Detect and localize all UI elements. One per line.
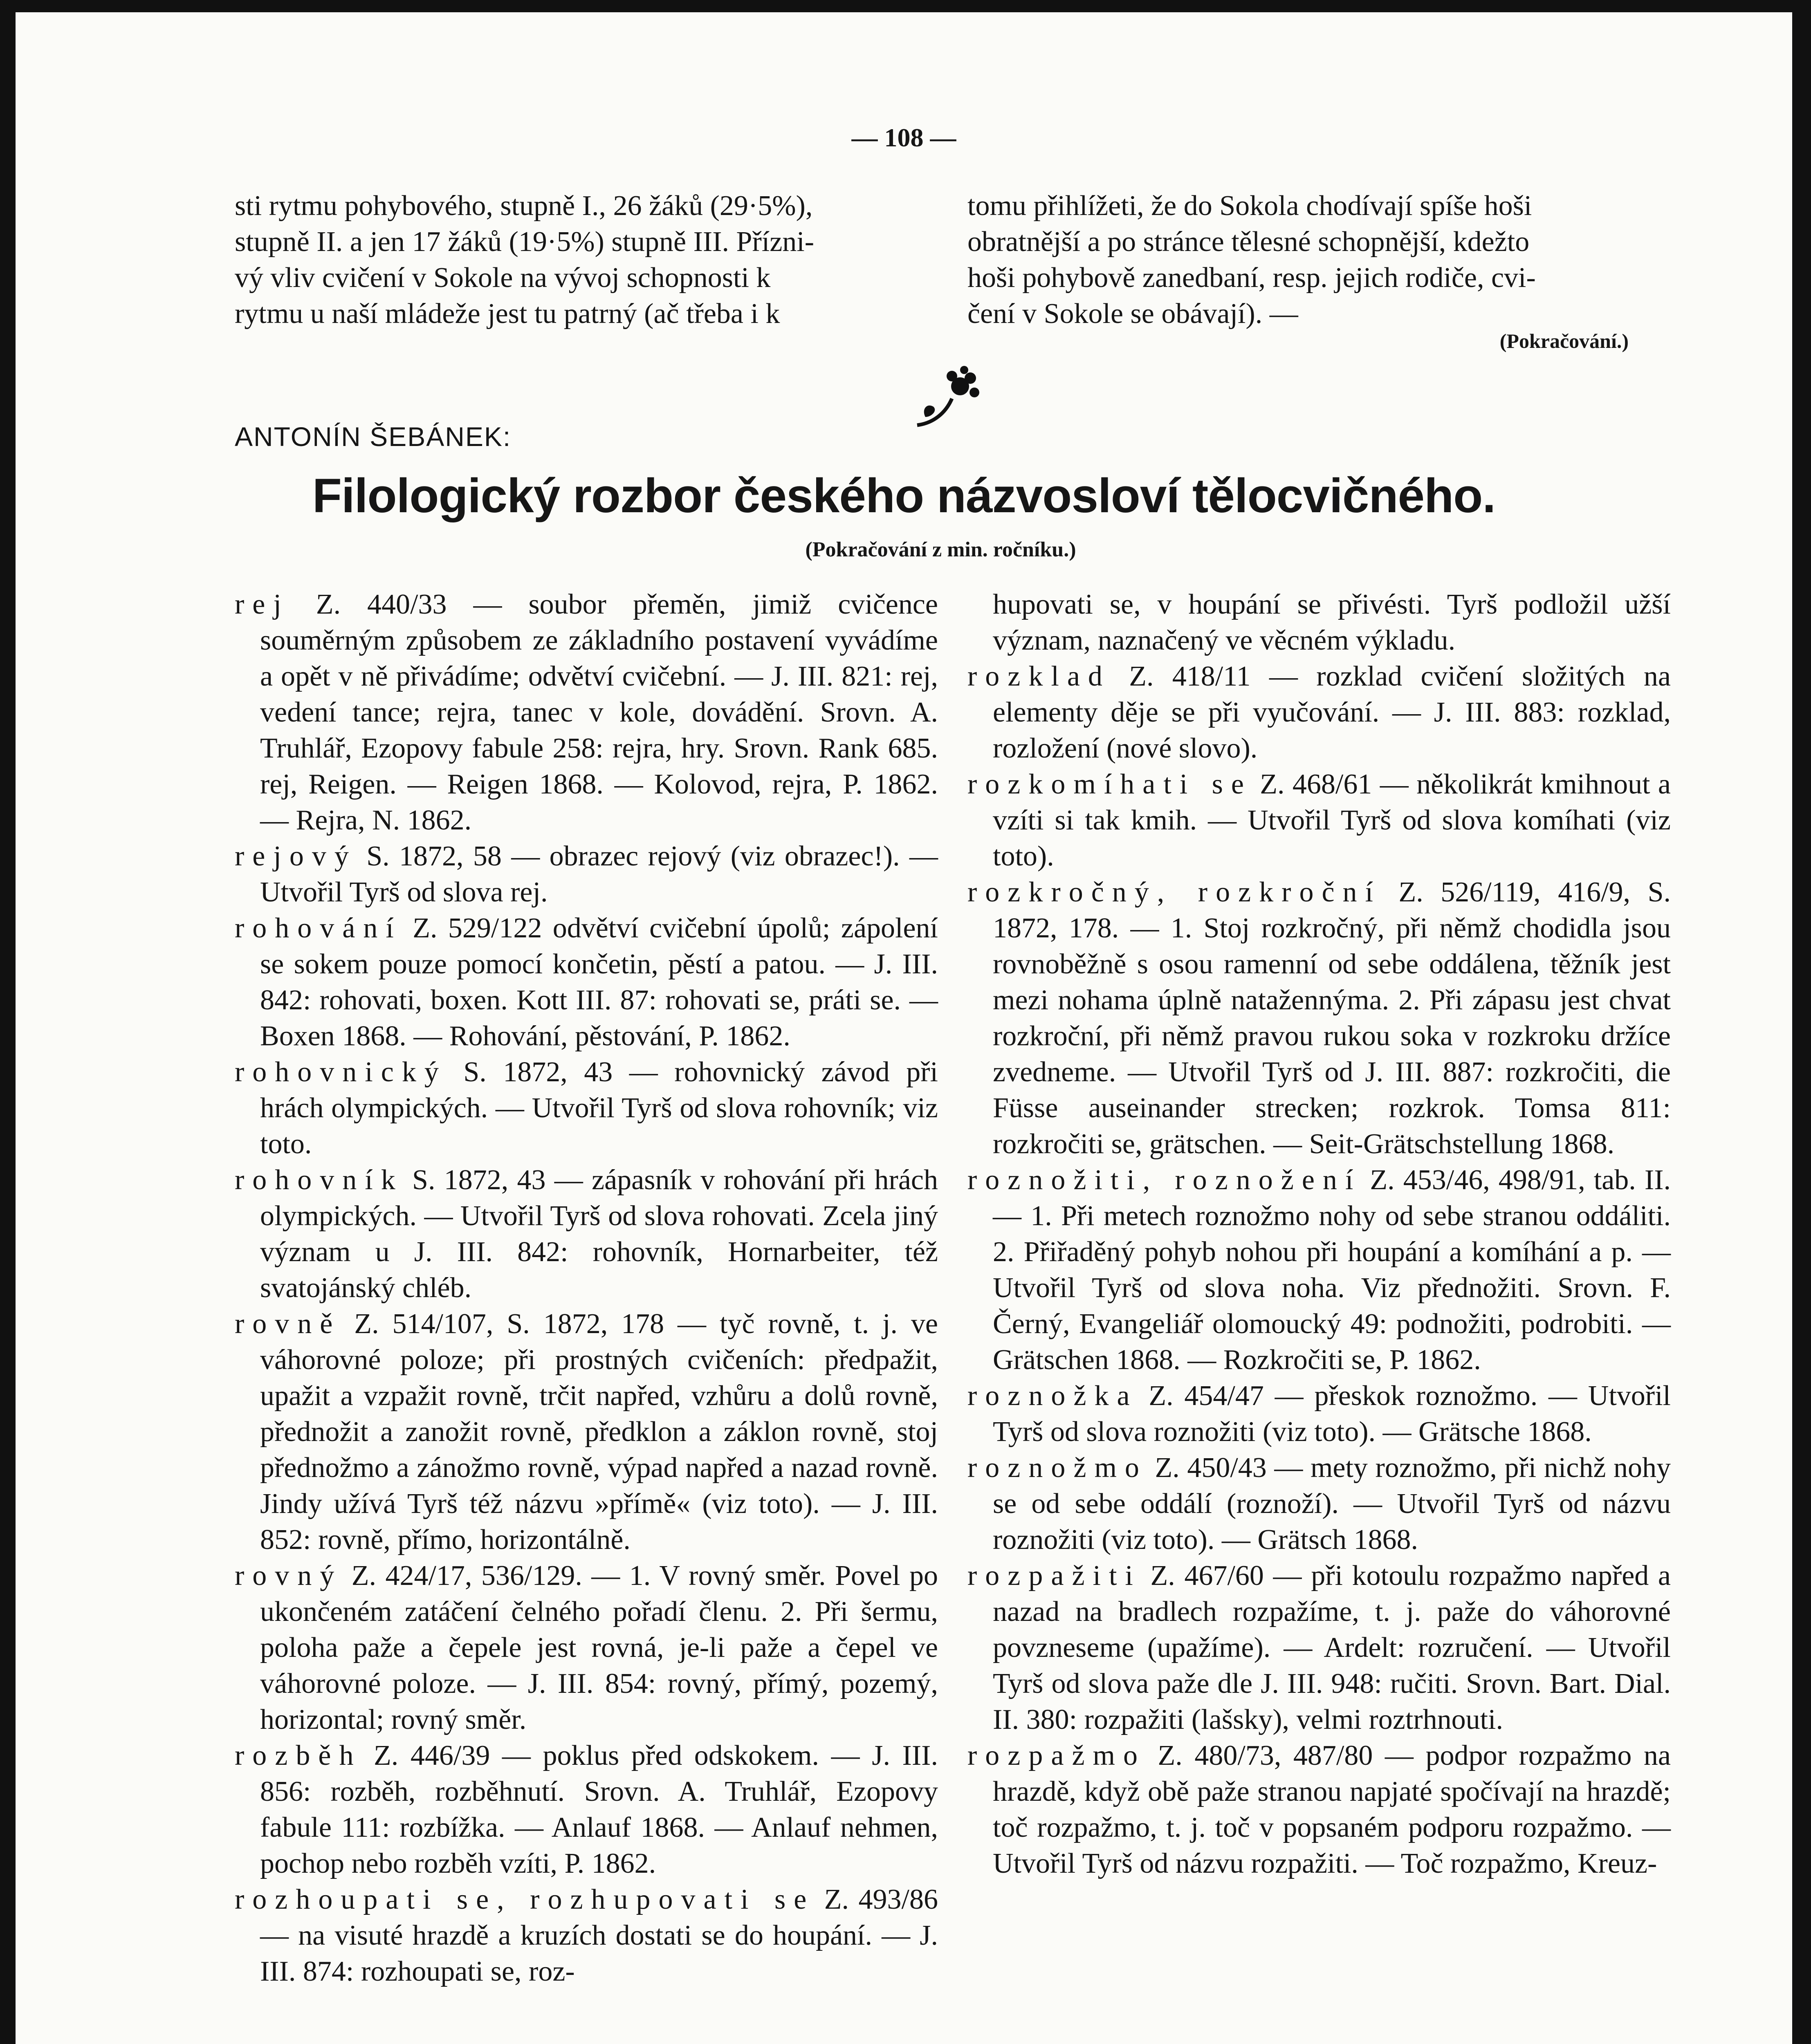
entry-headword: rozpažmo (967, 1740, 1146, 1771)
entry-text: Z. 453/46, 498/91, tab. II. — 1. Při metech roznožmo nohy od sebe stranou oddáliti. 2. Přiřaděný pohyb nohou při houpání a komíhání a p. — Utvořil Tyrš od slova noha. Viz přednožiti. Srovn. F. Černý, Evangeliář olomoucký 49: podnožiti, podrobiti. — Grätschen 1868. — Rozkročiti se, P. 1862. (993, 1164, 1671, 1376)
author-name: ANTONÍN ŠEBÁNEK: (235, 421, 512, 452)
scanned-page (16, 12, 1792, 2044)
entry-headword: rohování (235, 912, 402, 944)
entry-text: Z. 450/43 — mety roznožmo, při nichž nohy se od sebe oddálí (roznoží). — Utvořil Tyrš od názvu roznožiti (viz toto). — Grätsch 1868. (993, 1452, 1671, 1555)
continued-note: (Pokračování.) (1499, 329, 1629, 352)
entry-text: Z. 454/47 — přeskok roznožmo. — Utvořil Tyrš od slova roznožiti (viz toto). — Grätsche 1868. (993, 1380, 1671, 1448)
dictionary-entry (235, 1738, 938, 1882)
intro-left-line: rytmu u naší mládeže jest tu patrný (ač třeba i k (235, 298, 780, 329)
dictionary-entry (235, 1306, 938, 1558)
intro-right-column (967, 188, 1671, 332)
article-title: Filologický rozbor českého názvosloví tělocvičného. (312, 469, 1496, 523)
dictionary-entry (235, 838, 938, 910)
intro-left-column (235, 188, 938, 332)
entry-headword: rozběh (235, 1740, 362, 1771)
dictionary-entry-continuation (967, 587, 1671, 659)
dictionary-entry (967, 659, 1671, 766)
dictionary-entry (967, 1450, 1671, 1558)
dictionary-entry (235, 910, 938, 1054)
entry-text: Z. 480/73, 487/80 — podpor rozpažmo na hrazdě, když obě paže stranou napjaté spočívají na hrazdě; toč rozpažmo, t. j. toč v popsaném podporu rozpažmo. — Utvořil Tyrš od názvu rozpažiti. — Toč rozpažmo, Kreuz- (993, 1740, 1671, 1879)
dictionary-entry (967, 1162, 1671, 1378)
entry-text: Z. 446/39 — poklus před odskokem. — J. III. 856: rozběh, rozběhnutí. Srovn. A. Truhlář, Ezopovy fabule 111: rozbížka. — Anlauf 1868. — Anlauf nehmen, pochop nebo rozběh vzíti, P. 1862. (260, 1740, 938, 1879)
entry-headword: rozklad (967, 661, 1111, 692)
intro-right-line: obratnější a po stránce tělesné schopnější, kdežto (967, 226, 1530, 258)
dictionary-entry (967, 874, 1671, 1162)
entry-text: S. 1872, 43 — rohovnický závod při hrách olympických. — Utvořil Tyrš od slova rohovník; viz toto. (260, 1056, 938, 1160)
intro-left-line: sti rytmu pohybového, stupně I., 26 žáků (29·5%), (235, 190, 813, 222)
dictionary-entry (235, 1162, 938, 1306)
intro-right-line: čení v Sokole se obávají). — (967, 298, 1298, 329)
entry-text: Z. 526/119, 416/9, S. 1872, 178. — 1. Stoj rozkročný, při němž chodidla jsou rovnoběžně s osou ramenní od sebe oddálena, těžník jest mezi nohama úplně natažennýma. 2. Při zápasu jest chvat rozkroční, při němž pravou rukou soka v rozkroku držíce zvedneme. — Utvořil Tyrš od J. III. 887: rozkročiti, die Füsse auseinander strecken; rozkrok. Tomsa 811: rozkročiti se, grätschen. — Seit-Grätschstellung 1868. (993, 876, 1671, 1160)
entry-headword: roznožka (967, 1380, 1138, 1412)
dictionary-entry (967, 1558, 1671, 1738)
intro-right-line: hoši pohybově zanedbaní, resp. jejich rodiče, cvi- (967, 262, 1536, 294)
dictionary-entry (235, 1558, 938, 1738)
entry-headword: rozpažiti (967, 1560, 1141, 1591)
entry-headword: rozhoupati se, rozhupovati se (235, 1884, 815, 1915)
entry-text: Z. 424/17, 536/129. — 1. V rovný směr. Povel po ukončeném zatáčení čelného pořadí členu. 2. Při šermu, poloha paže a čepele jest rovná, je-li paže a čepel ve váhorovné poloze. — J. III. 854: rovný, přímý, pozemý, horizontal; rovný směr. (260, 1560, 938, 1735)
dictionary-entry (235, 1054, 938, 1162)
floral-ornament-icon (909, 364, 985, 429)
entry-text: Z. 418/11 — rozklad cvičení složitých na elementy děje se při vyučování. — J. III. 883: rozklad, rozložení (nové slovo). (993, 661, 1671, 764)
main-left-column (235, 587, 938, 1990)
page-number: — 108 — (851, 123, 956, 152)
intro-left-line: vý vliv cvičení v Sokole na vývoj schopnosti k (235, 262, 771, 294)
intro-left-line: stupně II. a jen 17 žáků (19·5%) stupně III. Přízni- (235, 226, 815, 258)
entry-text: S. 1872, 43 — zápasník v rohování při hrách olympických. — Utvořil Tyrš od slova rohovati. Zcela jiný význam u J. III. 842: rohovník, Hornarbeiter, též svatojánský chléb. (260, 1164, 938, 1304)
entry-text: hupovati se, v houpání se přivésti. Tyrš podložil užší význam, naznačený ve věcném výkladu. (993, 589, 1671, 656)
entry-headword: rejový (235, 840, 357, 872)
intro-right-line: tomu přihlížeti, že do Sokola chodívají spíše hoši (967, 190, 1532, 222)
entry-headword: roznožmo (967, 1452, 1147, 1484)
dictionary-entry (235, 587, 938, 838)
dictionary-entry (967, 1738, 1671, 1882)
entry-headword: rovně (235, 1308, 341, 1340)
dictionary-entry (967, 1378, 1671, 1450)
entry-headword: rej (235, 589, 289, 620)
entry-headword: rozkročný, rozkroční (967, 876, 1381, 908)
entry-text: Z. 468/61 — několikrát kmihnout a vzíti si tak kmih. — Utvořil Tyrš od slova komíhati (viz toto). (993, 769, 1671, 872)
dictionary-entry (967, 766, 1671, 874)
entry-headword: rohovnický (235, 1056, 447, 1088)
entry-headword: roznožiti, roznožení (967, 1164, 1362, 1196)
dictionary-entry (235, 1882, 938, 1990)
entry-text: S. 1872, 58 — obrazec rejový (viz obrazec!). — Utvořil Tyrš od slova rej. (260, 840, 938, 908)
entry-text: Z. 440/33 — soubor přeměn, jimiž cvičence souměrným způsobem ze základního postavení vyvádíme a opět v ně přivádíme; odvětví cvičební. — J. III. 821: rej, vedení tance; rejra, tanec v kole, dovádění. Srovn. A. Truhlář, Ezopovy fabule 258: rejra, hry. Srovn. Rank 685. rej, Reigen. — Reigen 1868. — Kolovod, rejra, P. 1862. — Rejra, N. 1862. (260, 589, 938, 836)
entry-text: Z. 467/60 — při kotoulu rozpažmo napřed a nazad na bradlech rozpažíme, t. j. paže do váhorovné povzneseme (upažíme). — Ardelt: rozručení. — Utvořil Tyrš od slova paže dle J. III. 948: ručiti. Srovn. Bart. Dial. II. 380: rozpažiti (lašsky), velmi roztrhnouti. (993, 1560, 1671, 1735)
entry-headword: rovný (235, 1560, 343, 1591)
entry-text: Z. 529/122 odvětví cvičební úpolů; zápolení se sokem pouze pomocí končetin, pěstí a patou. — J. III. 842: rohovati, boxen. Kott III. 87: rohovati se, práti se. — Boxen 1868. — Rohování, pěstování, P. 1862. (260, 912, 938, 1052)
article-subtitle: (Pokračování z min. ročníku.) (805, 538, 1076, 561)
entry-headword: rozkomíhati se (967, 769, 1252, 800)
entry-headword: rohovník (235, 1164, 404, 1196)
entry-text: Z. 514/107, S. 1872, 178 — tyč rovně, t. j. ve váhorovné poloze; při prostných cvičeních: předpažit, upažit a vzpažit rovně, trčit napřed, vzhůru a dolů rovně, přednožit a zanožit rovně, předklon a záklon rovně, stoj přednožmo a zánožmo rovně, výpad napřed a nazad rovně. Jindy užívá Tyrš též názvu »přímě« (viz toto). — J. III. 852: rovně, přímo, horizontálně. (260, 1308, 938, 1555)
entry-text: Z. 493/86 — na visuté hrazdě a kruzích dostati se do houpání. — J. III. 874: rozhoupati se, roz- (260, 1884, 938, 1987)
main-right-column (967, 587, 1671, 1882)
